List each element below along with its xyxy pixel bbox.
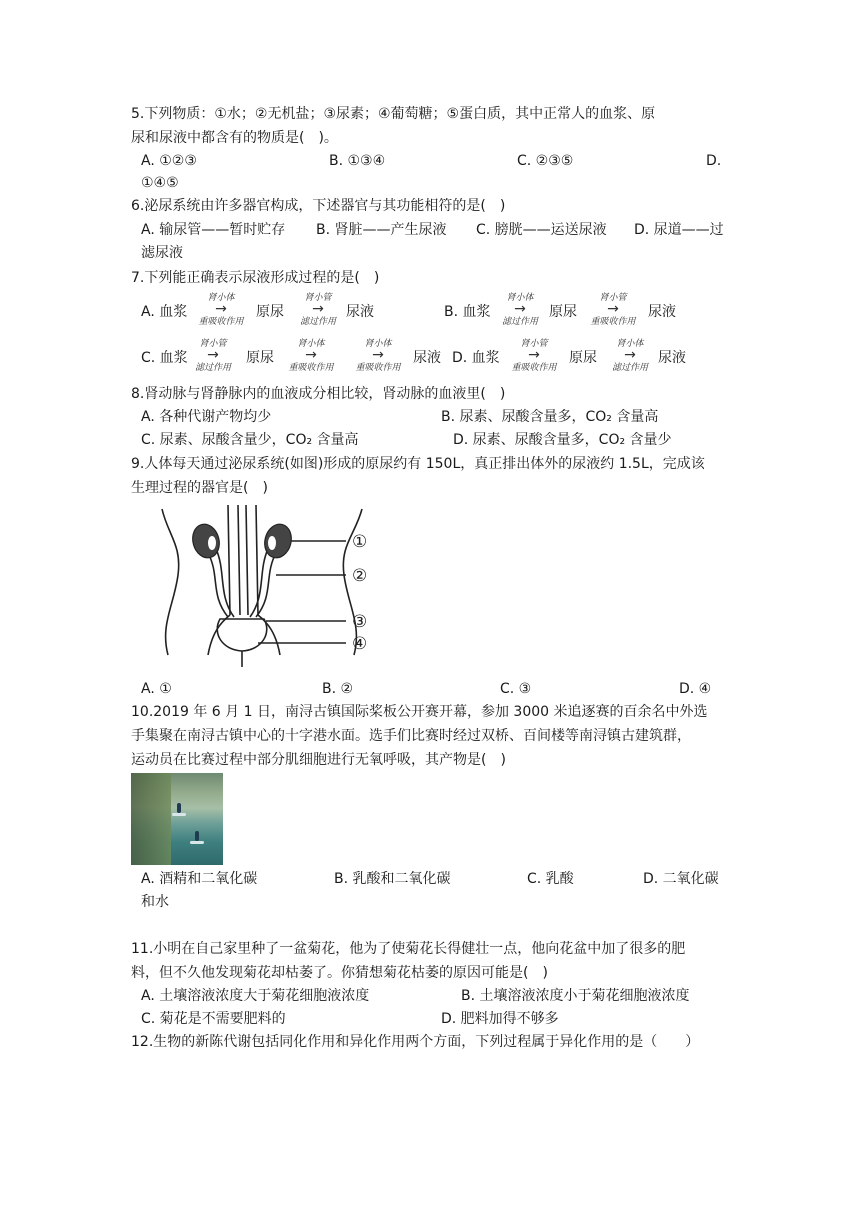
q12-stem: 12.生物的新陈代谢包括同化作用和异化作用两个方面，下列过程属于异化作用的是（ ） [131, 1034, 700, 1050]
q7c-arrow2-bot: 重吸收作用 [288, 363, 334, 373]
right-arrow-icon: → [312, 301, 324, 317]
q6-option-c[interactable]: C. 膀胱——运送尿液 [476, 222, 607, 238]
q7c-label: C. 血浆 [141, 350, 188, 366]
figure-label-2: ② [352, 566, 368, 586]
q6-stem: 6.泌尿系统由许多器官构成，下述器官与其功能相符的是( ) [131, 198, 506, 214]
q7c-mid: 原尿 [246, 350, 274, 366]
q10-option-c[interactable]: C. 乳酸 [527, 871, 574, 887]
q9-option-b[interactable]: B. ② [322, 681, 354, 697]
q11-stem-line1: 11.小明在自己家里种了一盆菊花，他为了使菊花长得健壮一点，他向花盆中加了很多的肥 [131, 941, 686, 957]
q10-stem-line2: 手集聚在南浔古镇中心的十字港水面。选手们比赛时经过双桥、百间楼等南浔镇古建筑群， [131, 728, 691, 744]
q7d-label: D. 血浆 [452, 350, 500, 366]
q5-option-b[interactable]: B. ①③④ [329, 153, 386, 169]
q7a-label: A. 血浆 [141, 304, 188, 320]
right-arrow-icon: → [215, 301, 227, 317]
q10-stem-line1: 10.2019 年 6 月 1 日，南浔古镇国际桨板公开赛开幕，参加 3000 米追逐赛的百余名中外选 [131, 704, 708, 720]
q10-option-a[interactable]: A. 酒精和二氧化碳 [141, 871, 258, 887]
right-arrow-icon: → [372, 347, 384, 363]
q7c-arrow1-bot: 滤过作用 [194, 363, 231, 373]
q11-option-c[interactable]: C. 菊花是不需要肥料的 [141, 1011, 286, 1027]
q7d-end: 尿液 [658, 350, 686, 366]
right-arrow-icon: → [207, 347, 219, 363]
q7d-arrow2-top: 肾小体 [616, 339, 644, 349]
q5-stem-line1: 5.下列物质：①水；②无机盐；③尿素；④葡萄糖；⑤蛋白质，其中正常人的血浆、原 [131, 106, 656, 122]
q7d-mid: 原尿 [569, 350, 597, 366]
q7c-end: 尿液 [413, 350, 441, 366]
q7c-arrow3-top: 肾小体 [364, 339, 392, 349]
q7a-arrow2-bot: 滤过作用 [299, 317, 336, 327]
q7b-arrow1-bot: 滤过作用 [501, 317, 538, 327]
q9-option-a[interactable]: A. ① [141, 681, 172, 697]
figure-label-1: ① [352, 532, 368, 552]
q7b-end: 尿液 [648, 304, 676, 320]
q7c-arrow1-top: 肾小管 [199, 339, 227, 349]
q7a-arrow1-top: 肾小体 [207, 293, 235, 303]
q11-option-b[interactable]: B. 土壤溶液浓度小于菊花细胞液浓度 [461, 988, 690, 1004]
q9-stem-line2: 生理过程的器官是( ) [131, 480, 268, 496]
river-bank-shape [131, 773, 171, 865]
q5-option-a[interactable]: A. ①②③ [141, 153, 197, 169]
q10-stem-line3: 运动员在比赛过程中部分肌细胞进行无氧呼吸，其产物是( ) [131, 752, 506, 768]
q7a-end: 尿液 [346, 304, 374, 320]
right-arrow-icon: → [514, 301, 526, 317]
q7d-arrow1-bot: 重吸收作用 [511, 363, 557, 373]
q6-option-d-wrap: 滤尿液 [141, 245, 183, 261]
figure-label-4: ④ [352, 634, 368, 654]
q7b-arrow1-top: 肾小体 [506, 293, 534, 303]
paddler-shape [177, 803, 181, 813]
q7a-mid: 原尿 [256, 304, 284, 320]
q7a-arrow2-top: 肾小管 [304, 293, 332, 303]
right-arrow-icon: → [607, 301, 619, 317]
q8-option-c[interactable]: C. 尿素、尿酸含量少，CO₂ 含量高 [141, 432, 359, 448]
q8-option-b[interactable]: B. 尿素、尿酸含量多，CO₂ 含量高 [441, 409, 659, 425]
q7a-arrow1-bot: 重吸收作用 [198, 317, 244, 327]
board-shape [190, 841, 204, 844]
q10-option-d-wrap: 和水 [141, 894, 169, 910]
q5-stem-line2: 尿和尿液中都含有的物质是( )。 [131, 130, 338, 146]
urinary-system-figure [150, 505, 380, 673]
q6-option-b[interactable]: B. 肾脏——产生尿液 [316, 222, 447, 238]
q6-option-d[interactable]: D. 尿道——过 [634, 222, 724, 238]
q8-option-d[interactable]: D. 尿素、尿酸含量多，CO₂ 含量少 [453, 432, 672, 448]
figure-label-3: ③ [352, 612, 368, 632]
q9-option-d[interactable]: D. ④ [679, 681, 712, 697]
q6-option-a[interactable]: A. 输尿管——暂时贮存 [141, 222, 286, 238]
q8-option-a[interactable]: A. 各种代谢产物均少 [141, 409, 272, 425]
q7c-arrow2-top: 肾小体 [297, 339, 325, 349]
q11-option-a[interactable]: A. 土壤溶液浓度大于菊花细胞液浓度 [141, 988, 370, 1004]
q7-stem: 7.下列能正确表示尿液形成过程的是( ) [131, 270, 380, 286]
paddler-shape [195, 831, 199, 841]
q9-option-c[interactable]: C. ③ [500, 681, 532, 697]
q9-stem-line1: 9.人体每天通过泌尿系统(如图)形成的原尿约有 150L，真正排出体外的尿液约 1.5L，完成该 [131, 456, 705, 472]
q5-option-c[interactable]: C. ②③⑤ [517, 153, 574, 169]
q7d-arrow2-bot: 滤过作用 [611, 363, 648, 373]
board-shape [172, 813, 186, 816]
q7b-arrow2-bot: 重吸收作用 [590, 317, 636, 327]
q7b-mid: 原尿 [549, 304, 577, 320]
q5-option-d[interactable]: D. [706, 153, 722, 169]
q7b-arrow2-top: 肾小管 [599, 293, 627, 303]
q8-stem: 8.肾动脉与肾静脉内的血液成分相比较，肾动脉的血液里( ) [131, 386, 506, 402]
q7c-arrow3-bot: 重吸收作用 [355, 363, 401, 373]
right-arrow-icon: → [624, 347, 636, 363]
q7d-arrow1-top: 肾小管 [520, 339, 548, 349]
q11-stem-line2: 料，但不久他发现菊花却枯萎了。你猜想菊花枯萎的原因可能是( ) [131, 965, 548, 981]
right-arrow-icon: → [528, 347, 540, 363]
q7b-label: B. 血浆 [444, 304, 491, 320]
q10-option-b[interactable]: B. 乳酸和二氧化碳 [334, 871, 451, 887]
q5-option-d-wrap: ①④⑤ [141, 175, 179, 191]
right-arrow-icon: → [305, 347, 317, 363]
q11-option-d[interactable]: D. 肥料加得不够多 [441, 1011, 559, 1027]
paddleboard-race-photo [131, 773, 223, 865]
q10-option-d[interactable]: D. 二氧化碳 [643, 871, 719, 887]
